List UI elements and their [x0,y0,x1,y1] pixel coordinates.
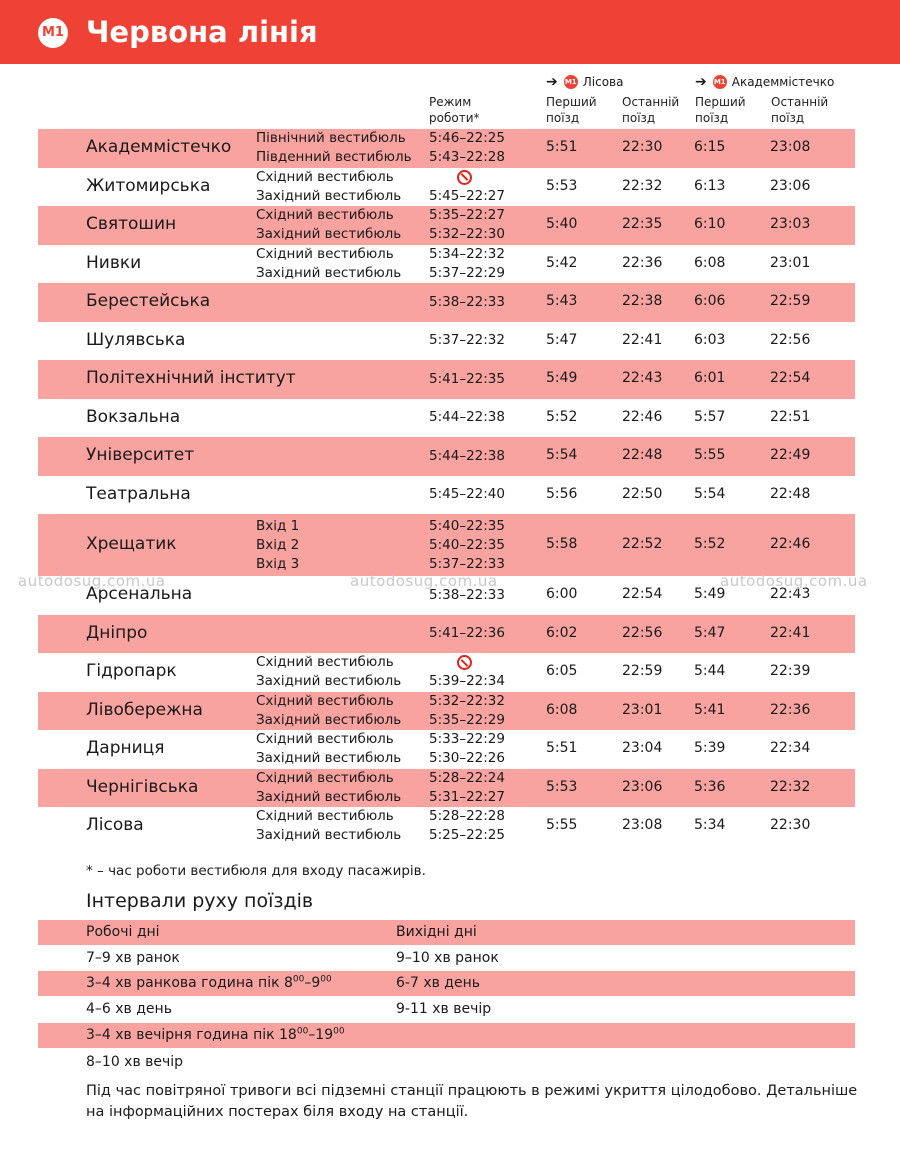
last-train-header-1: Останній поїзд [622,95,680,125]
vestibule-label: Західний вестибюль [256,187,402,204]
last-train-akadem: 22:49 [770,447,811,464]
opening-hours: 5:40–22:35 [429,536,505,553]
station-name: Університет [86,445,195,466]
opening-hours: 5:25–22:25 [429,827,505,844]
station-name: Лісова [86,815,144,836]
first-train-lisova: 5:52 [546,408,578,425]
last-train-akadem: 22:51 [770,408,811,425]
vestibule-label: Вхід 1 [256,517,300,534]
opening-hours: 5:28–22:28 [429,808,505,825]
station-row [38,615,855,654]
vestibule-label: Східний вестибюль [256,245,394,262]
last-train-lisova: 22:36 [622,254,663,271]
line-badge-small: М1 [564,75,578,89]
interval-row [38,1023,855,1048]
station-row [38,807,855,846]
station-row [38,168,855,207]
weekday-interval: Робочі дні [86,924,160,940]
direction-akademmistechko-header [695,74,834,90]
opening-hours: 5:38–22:33 [429,586,505,603]
last-train-akadem: 22:48 [770,485,811,502]
last-train-akadem: 23:06 [770,177,811,194]
last-train-lisova: 22:50 [622,485,663,502]
last-train-akadem: 23:01 [770,254,811,271]
station-row [38,692,855,731]
first-train-header-2: Перший поїзд [695,95,746,125]
station-name: Житомирська [86,175,211,196]
last-train-akadem: 22:36 [770,701,811,718]
mode-column-header: Режим роботи* [429,95,480,125]
opening-hours: 5:37–22:32 [429,332,505,349]
first-train-akadem: 5:47 [694,624,726,641]
station-name: Хрещатик [86,534,177,554]
opening-hours: 5:45–22:27 [429,187,505,204]
station-row [38,514,855,576]
vestibule-label: Західний вестибюль [256,788,402,805]
last-train-lisova: 22:35 [622,216,663,233]
first-train-lisova: 6:00 [546,586,578,603]
station-name: Вокзальна [86,406,181,427]
station-name: Берестейська [86,291,211,312]
intervals-title: Інтервали руху поїздів [86,890,314,912]
weekend-interval: Вихідні дні [396,924,477,940]
opening-hours: 5:44–22:38 [429,409,505,426]
weekend-interval: 9–10 хв ранок [396,950,499,966]
last-train-lisova: 22:46 [622,408,663,425]
station-row [38,769,855,808]
opening-hours: 5:41–22:36 [429,625,505,642]
watermark: autodosug.com.ua [350,572,498,590]
vestibule-label: Західний вестибюль [256,827,402,844]
first-train-akadem: 6:01 [694,370,726,387]
interval-row [38,920,855,945]
vestibule-label: Східний вестибюль [256,168,394,185]
vestibule-label: Східний вестибюль [256,731,394,748]
station-name: Святошин [86,214,177,235]
last-train-lisova: 22:54 [622,586,663,603]
first-train-lisova: 6:05 [546,663,578,680]
last-train-lisova: 22:59 [622,663,663,680]
opening-hours: 5:30–22:26 [429,750,505,767]
first-train-akadem: 6:03 [694,331,726,348]
station-row [38,322,855,361]
first-train-akadem: 5:44 [694,663,726,680]
station-name: Лівобережна [86,699,203,720]
interval-row [38,1050,855,1075]
first-train-akadem: 6:13 [694,177,726,194]
station-row [38,476,855,515]
vestibule-label: Західний вестибюль [256,711,402,728]
last-train-header-2: Останній поїзд [771,95,829,125]
station-name: Шулявська [86,329,186,350]
station-row [38,129,855,168]
weekday-interval: 7–9 хв ранок [86,950,180,966]
station-row [38,399,855,438]
station-name: Арсенальна [86,584,193,605]
station-row [38,206,855,245]
weekday-interval: 8–10 хв вечір [86,1054,184,1070]
interval-row [38,946,855,971]
opening-hours: 5:43–22:28 [429,149,505,166]
vestibule-label: Східний вестибюль [256,769,394,786]
station-row [38,283,855,322]
opening-hours: 5:38–22:33 [429,293,505,310]
station-row [38,730,855,769]
first-train-akadem: 5:39 [694,740,726,757]
opening-hours: 5:46–22:25 [429,130,505,147]
arrow-right-icon: ➔ [695,74,707,90]
vestibule-label: Західний вестибюль [256,226,402,243]
last-train-lisova: 22:38 [622,293,663,310]
interval-row [38,971,855,996]
first-train-lisova: 5:53 [546,177,578,194]
vestibule-label: Західний вестибюль [256,750,402,767]
station-name: Дніпро [86,622,148,643]
first-train-akadem: 5:34 [694,817,726,834]
line-badge: М1 [38,18,68,48]
last-train-akadem: 23:03 [770,216,811,233]
opening-hours: 5:39–22:34 [429,673,505,690]
last-train-lisova: 22:43 [622,370,663,387]
last-train-akadem: 22:30 [770,817,811,834]
station-name: Нивки [86,252,142,273]
opening-hours: 5:44–22:38 [429,447,505,464]
line-badge-small: М1 [713,75,727,89]
last-train-lisova: 23:01 [622,701,663,718]
opening-hours: 5:40–22:35 [429,517,505,534]
last-train-akadem: 22:32 [770,778,811,795]
first-train-lisova: 6:08 [546,701,578,718]
station-row [38,245,855,284]
air-raid-notice: Під час повітряної тривоги всі підземні станції працюють в режимі укриття цілодобово. Детальніше на інформаційних постерах біля входу на станції. [86,1083,858,1120]
station-name: Академмістечко [86,137,232,158]
watermark: autodosug.com.ua [720,572,868,590]
opening-hours: 5:32–22:30 [429,226,505,243]
interval-row [38,997,855,1022]
first-train-akadem: 5:55 [694,447,726,464]
first-train-akadem: 5:49 [694,586,726,603]
last-train-akadem: 22:59 [770,293,811,310]
station-row [38,360,855,399]
weekday-interval: 3–4 хв ранкова година пік $8^{00}-9^{00}$ [86,974,332,991]
opening-hours: 5:37–22:29 [429,264,505,281]
vestibule-label: Південний вестибюль [256,149,412,166]
last-train-lisova: 22:56 [622,624,663,641]
last-train-akadem: 22:46 [770,536,811,552]
last-train-lisova: 23:04 [622,740,663,757]
arrow-right-icon: ➔ [546,74,558,90]
first-train-lisova: 5:40 [546,216,578,233]
first-train-header-1: Перший поїзд [546,95,597,125]
last-train-akadem: 22:54 [770,370,811,387]
first-train-lisova: 5:58 [546,536,578,552]
station-row [38,437,855,476]
opening-hours: 5:41–22:35 [429,370,505,387]
vestibule-label: Західний вестибюль [256,673,402,690]
vestibule-label: Вхід 3 [256,555,300,572]
first-train-akadem: 6:06 [694,293,726,310]
station-row [38,653,855,692]
vestibule-label: Вхід 2 [256,536,300,553]
first-train-akadem: 6:10 [694,216,726,233]
last-train-akadem: 22:34 [770,740,811,757]
first-train-lisova: 5:54 [546,447,578,464]
first-train-lisova: 5:47 [546,331,578,348]
first-train-akadem: 5:52 [694,536,726,552]
opening-hours: 5:33–22:29 [429,731,505,748]
vestibule-label: Східний вестибюль [256,808,394,825]
opening-hours: 5:32–22:32 [429,692,505,709]
footnote: * – час роботи вестибюля для входу пасажирів. [86,863,426,879]
first-train-lisova: 5:43 [546,293,578,310]
last-train-lisova: 23:06 [622,778,663,795]
vestibule-label: Східний вестибюль [256,654,394,671]
vestibule-label: Західний вестибюль [256,264,402,281]
weekday-interval: 3–4 хв вечірня година пік $18^{00}-19^{00}$ [86,1026,345,1043]
direction-lisova-header [546,74,623,90]
first-train-lisova: 6:02 [546,624,578,641]
weekend-interval: 9-11 хв вечір [396,1001,492,1017]
last-train-akadem: 22:41 [770,624,811,641]
last-train-lisova: 22:52 [622,536,663,552]
last-train-akadem: 23:08 [770,139,811,156]
first-train-lisova: 5:55 [546,817,578,834]
first-train-akadem: 6:15 [694,139,726,156]
header-bar [0,0,900,64]
vestibule-label: Північний вестибюль [256,130,406,147]
station-name: Дарниця [86,738,165,759]
direction-name: Академмістечко [731,75,835,89]
first-train-lisova: 5:51 [546,740,578,757]
page-title: Червона лінія [86,15,318,49]
last-train-akadem: 22:39 [770,663,811,680]
watermark: autodosug.com.ua [18,572,166,590]
last-train-lisova: 22:41 [622,331,663,348]
first-train-akadem: 5:57 [694,408,726,425]
station-name: Театральна [86,483,191,504]
vestibule-label: Східний вестибюль [256,207,394,224]
weekend-interval: 6-7 хв день [396,975,480,991]
first-train-akadem: 5:41 [694,701,726,718]
first-train-akadem: 5:36 [694,778,726,795]
opening-hours: 5:31–22:27 [429,788,505,805]
last-train-lisova: 23:08 [622,817,663,834]
station-name: Чернігівська [86,776,199,797]
opening-hours: 5:28–22:24 [429,769,505,786]
last-train-akadem: 22:56 [770,331,811,348]
vestibule-label: Східний вестибюль [256,692,394,709]
opening-hours: 5:45–22:40 [429,486,505,503]
opening-hours: 5:35–22:27 [429,207,505,224]
direction-name: Лісова [582,75,624,89]
first-train-akadem: 6:08 [694,254,726,271]
opening-hours: 5:35–22:29 [429,711,505,728]
station-name: Політехнічний інститут [86,368,296,389]
station-name: Гідропарк [86,661,177,682]
last-train-lisova: 22:30 [622,139,663,156]
opening-hours: 5:34–22:32 [429,245,505,262]
opening-hours: 5:37–22:33 [429,555,505,572]
last-train-lisova: 22:32 [622,177,663,194]
weekday-interval: 4–6 хв день [86,1001,172,1017]
first-train-lisova: 5:42 [546,254,578,271]
first-train-akadem: 5:54 [694,485,726,502]
first-train-lisova: 5:49 [546,370,578,387]
first-train-lisova: 5:53 [546,778,578,795]
last-train-akadem: 22:43 [770,586,811,603]
first-train-lisova: 5:51 [546,139,578,156]
first-train-lisova: 5:56 [546,485,578,502]
last-train-lisova: 22:48 [622,447,663,464]
